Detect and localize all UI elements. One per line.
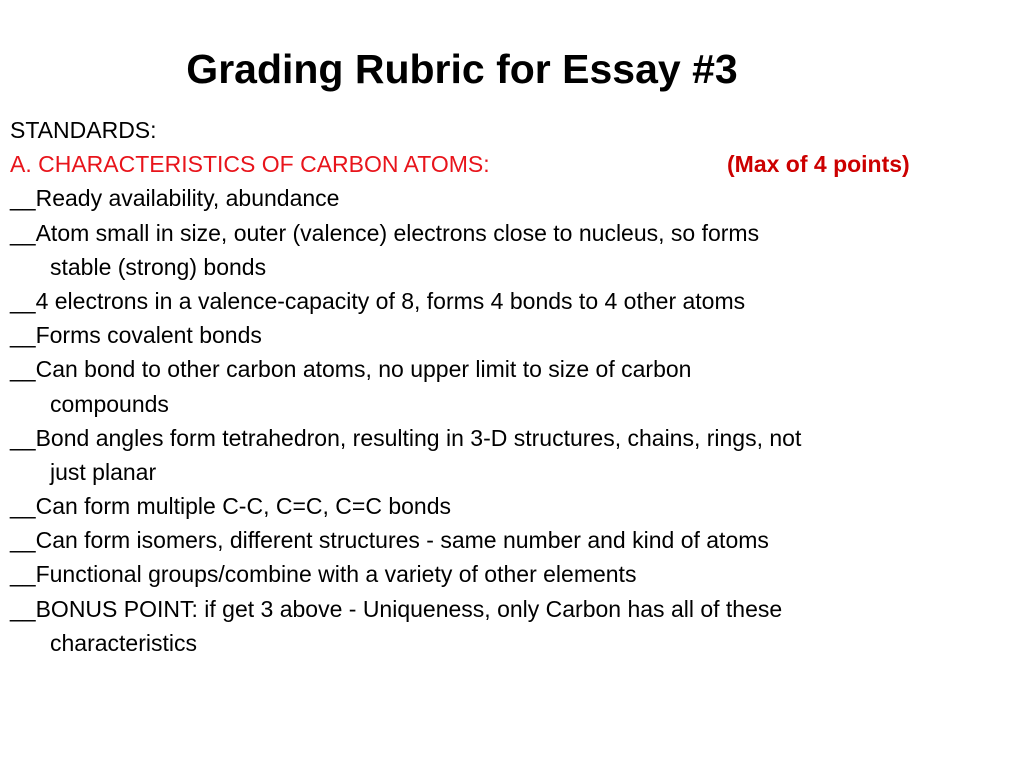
rubric-item-line: __Forms covalent bonds [10, 322, 262, 349]
rubric-item-line: __4 electrons in a valence-capacity of 8, forms 4 bonds to 4 other atoms [10, 287, 746, 314]
rubric-item-line: __Ready availability, abundance [10, 185, 340, 212]
rubric-item [10, 523, 1014, 557]
rubric-content [10, 113, 1014, 660]
rubric-item-continuation: just planar [50, 458, 157, 485]
rubric-item [10, 421, 1014, 489]
rubric-item-line: __BONUS POINT: if get 3 above - Uniqueness, only Carbon has all of these [10, 595, 783, 622]
rubric-item-line: __Functional groups/combine with a variety of other elements [10, 561, 637, 588]
rubric-item [10, 284, 1014, 318]
rubric-item-continuation: characteristics [50, 629, 197, 656]
rubric-item [10, 216, 1014, 284]
rubric-item [10, 181, 1014, 215]
rubric-item [10, 592, 1014, 660]
rubric-item [10, 489, 1014, 523]
rubric-item [10, 557, 1014, 591]
section-a-heading [10, 147, 1014, 181]
rubric-item-line: __Can form multiple C-C, C=C, C=C bonds [10, 493, 451, 520]
rubric-item-continuation: compounds [50, 390, 169, 417]
standards-label: STANDARDS: [10, 117, 157, 143]
rubric-item-line: __Can form isomers, different structures - same number and kind of atoms [10, 527, 769, 554]
section-a-label: A. CHARACTERISTICS OF CARBON ATOMS: [10, 151, 490, 178]
slide-title: Grading Rubric for Essay #3 [186, 46, 738, 92]
rubric-item-line: __Bond angles form tetrahedron, resulting in 3-D structures, chains, rings, not [10, 424, 802, 451]
rubric-item-continuation: stable (strong) bonds [50, 253, 267, 280]
rubric-item [10, 352, 1014, 420]
rubric-item-line: __Can bond to other carbon atoms, no upper limit to size of carbon [10, 356, 692, 383]
rubric-item [10, 318, 1014, 352]
rubric-item-line: __Atom small in size, outer (valence) electrons close to nucleus, so forms [10, 219, 760, 246]
max-points-note: (Max of 4 points) [727, 151, 910, 178]
